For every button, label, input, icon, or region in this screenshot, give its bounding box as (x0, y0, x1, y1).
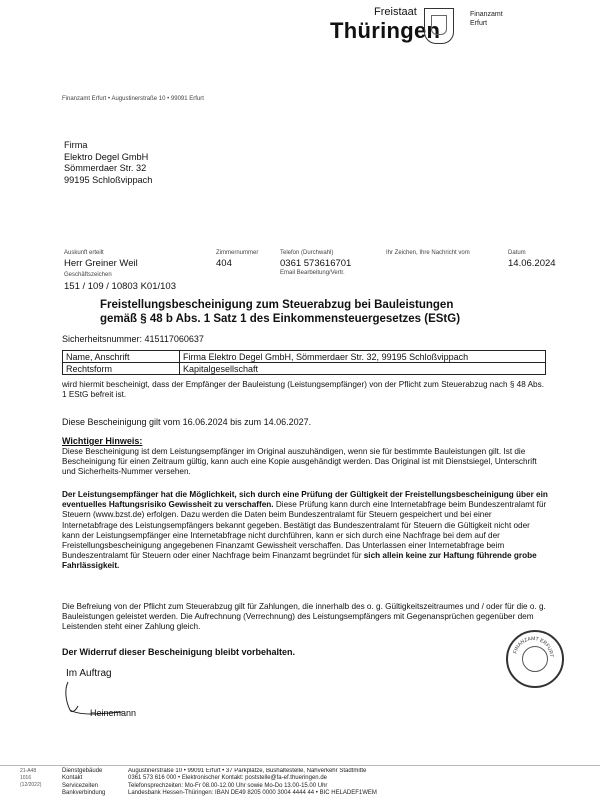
recipient-line4: 99195 Schloßvippach (64, 174, 153, 185)
verification-body: Diese Prüfung kann durch eine Internetabfrage beim Bundeszentralamt für Steuern (www.bzst.de) erfolgen. Dazu werden die Daten beim Bundeszentralamt für Steuern gespeichert und bei einer Internetabfrage des Leistungsempfängers bekannt gegeben. Bestätigt das Bundeszentralamt für Steuern die Gültigkeit nicht oder kann der Leistungsempfänger eine Internetabfrage nicht durchführen, kann er sich durch eine Nachfrage bei dem auf der Freistellungsbescheinigung angegebenen Finanzamt Gewissheit verschaffen. Das Unterlassen einer Internetabfrage beim Bundeszentralamt für Steuern oder einer Nachfrage beim Finanzamt begründet für (62, 500, 547, 561)
footer-label: Servicezeiten (62, 782, 99, 789)
hint-heading: Wichtiger Hinweis: (62, 436, 143, 446)
footer-label: Bankverbindung (62, 790, 106, 797)
title-line1: Freistellungsbescheinigung zum Steuerabzug bei Bauleistungen (100, 299, 454, 311)
title-line2: gemäß § 48 b Abs. 1 Satz 1 des Einkommensteuergesetzes (EStG) (100, 313, 461, 325)
validity-text: Diese Bescheinigung gilt vom 16.06.2024 bis zum 14.06.2027. (62, 417, 312, 427)
letterhead-state: Thüringen (330, 18, 441, 43)
coat-of-arms-icon (424, 8, 454, 44)
footer-divider (0, 765, 600, 766)
table-value: Firma Elektro Degel GmbH, Sömmerdaer Str. 32, 99195 Schloßvippach (180, 351, 546, 363)
footer-line: Telefonsprechzeiten: Mo-Fr 08.00-12.00 Uhr sowie Mo-Do 13.00-15.00 Uhr (128, 782, 328, 789)
sender-line: Finanzamt Erfurt • Augustinerstraße 10 • 99091 Erfurt (62, 96, 204, 102)
date-value: 14.06.2024 (508, 258, 556, 269)
exemption-text: Die Befreiung von der Pflicht zum Steuerabzug gilt für Zahlungen, die innerhalb des o. g. Gültigkeitszeitraumes und / oder für die o. g. Bauleistungen geleistet werden. Die Aufrechnung (Verrechnung) des Leistungsempfängers mit Gegenansprüchen gegenüber dem Leistenden steht einer Zahlung gleich. (62, 602, 546, 632)
file-number-value: 151 / 109 / 10803 K01/103 (64, 281, 176, 292)
footer-side-line: 21-A48 (20, 768, 37, 774)
office-line2: Erfurt (470, 20, 488, 27)
office-line1: Finanzamt (470, 11, 503, 18)
table-row (63, 351, 546, 363)
recipient-line3: Sömmerdaer Str. 32 (64, 163, 147, 174)
document-title (100, 298, 460, 326)
seal-text: FINANZAMT ERFURT (512, 635, 555, 658)
revocation-text: Der Widerruf dieser Bescheinigung bleibt vorbehalten. (62, 647, 295, 657)
recipient-info-table (62, 350, 546, 375)
recipient-line1: Firma (64, 140, 88, 150)
footer-label: Dienstgebäude (62, 768, 103, 774)
verification-bold: Der Leistungsempfänger hat die Möglichkeit, sich durch eine Prüfung der Gültigkeit der Freistellungsbescheinigung über ein eventuelles Haftungsrisiko Gewissheit zu verschaffen. (62, 490, 548, 510)
file-number-label: Geschäftszeichen (64, 272, 112, 278)
footer-form-code (20, 768, 41, 789)
phone-label: Telefon (Durchwahl) (280, 250, 334, 256)
contact-label: Auskunft erteilt (64, 250, 104, 256)
footer-side-line: (12/2022) (20, 782, 42, 788)
footer-side-line: 1016 (20, 775, 32, 781)
contact-value: Herr Greiner Weil (64, 258, 138, 269)
hint-text: Diese Bescheinigung ist dem Leistungsempfänger im Original auszuhändigen, wenn sie für bestimmte Bauleistungen gilt. Ist die Bescheinigung für einen Zeitraum gültig, kann auch eine Kopie ausgehändigt werden. Das Original ist mit Dienstsiegel, Unterschrift und Sicherheits-Nummer versehen. (62, 447, 537, 477)
confirmation-text: wird hiermit bescheinigt, dass der Empfänger der Bauleistung (Leistungsempfänger) von der Pflicht zum Steuerabzug nach § 48 Abs. 1 EStG befreit ist. (62, 380, 544, 400)
table-key: Rechtsform (63, 363, 180, 375)
verification-paragraph (62, 490, 548, 572)
letterhead-office (470, 10, 503, 28)
letterhead-state-prefix: Freistaat (374, 6, 417, 18)
security-number: Sicherheitsnummer: 415117060637 (62, 334, 204, 344)
footer-line: 0361 573 616 000 • Elektronischer Kontakt: poststelle@fa-ef.thueringen.de (128, 775, 327, 782)
footer-details (128, 768, 598, 798)
verification-bold-tail: sich allein keine zur Haftung führende grobe Fahrlässigkeit. (62, 551, 537, 571)
footer-label: Kontakt (62, 775, 83, 782)
table-row (63, 363, 546, 375)
email-label: Email Bearbeitung/Vertr. (280, 270, 345, 276)
table-key: Name, Anschrift (63, 351, 180, 363)
room-label: Zimmernummer (216, 250, 259, 256)
reference-label: Ihr Zeichen, Ihre Nachricht vom (386, 250, 470, 256)
footer-labels (62, 768, 105, 798)
table-value: Kapitalgesellschaft (180, 363, 546, 375)
footer-line: Landesbank Hessen-Thüringen: IBAN DE49 8205 0000 3004 4444 44 • BIC HELADEF1WEM (128, 790, 377, 797)
signature-on-behalf: Im Auftrag (66, 668, 112, 679)
recipient-line2: Elektro Degel GmbH (64, 151, 149, 162)
signature-name: Heinemann (90, 708, 137, 718)
official-seal-icon (506, 630, 564, 688)
room-value: 404 (216, 258, 232, 269)
recipient-address (64, 140, 152, 186)
date-label: Datum (508, 250, 526, 256)
footer-line: Augustinerstraße 10 • 99091 Erfurt • 37 Parkplätze, Bushaltestelle, Nahverkehr Stadtmitte (128, 768, 367, 774)
phone-value: 0361 573616701 (280, 258, 352, 269)
